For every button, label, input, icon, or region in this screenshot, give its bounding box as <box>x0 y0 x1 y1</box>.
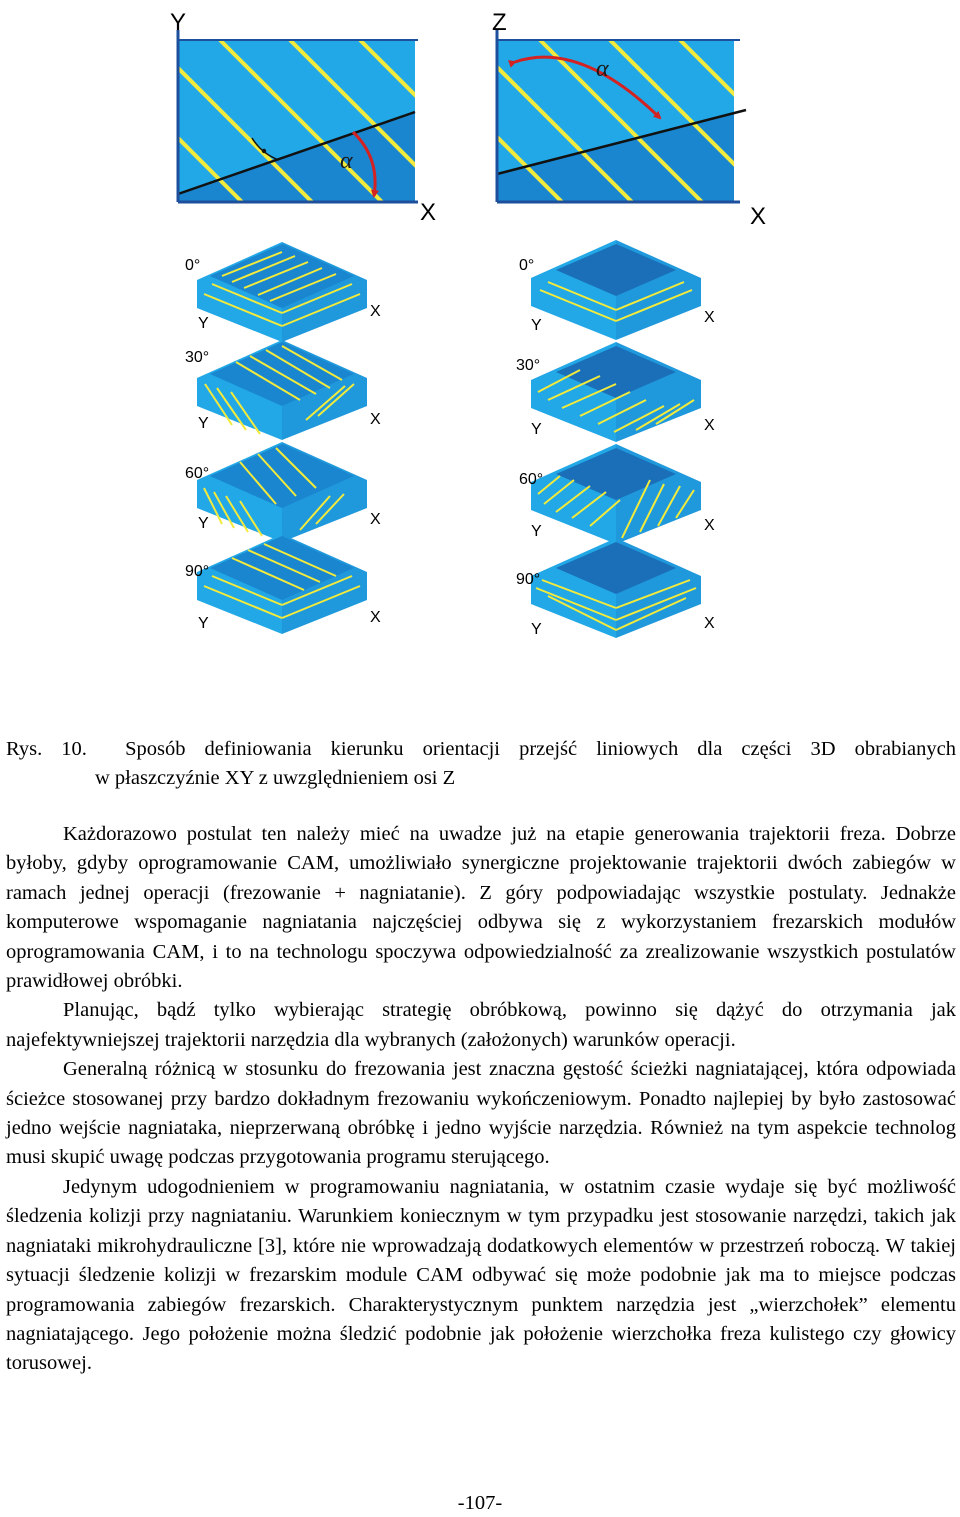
paragraph: Generalną różnicą w stosunku do frezowania jest znaczna gęstość ścieżki nagniatającej, która odpowiada ścieżce stosowanej przy bardzo dokładnym frezowaniu wykończeniowym. Ponadto najlepiej by było zastosować jedno wejście nagniataka, nieprzerwaną obróbkę i jedno wyjście narzędzia. Również na tym aspekcie technolog musi skupić uwagę podczas przygotowania programu sterującego. <box>6 1058 956 1169</box>
paragraph: Planując, bądź tylko wybierając strategię obróbkową, powinno się dążyć do otrzymania jak najefektywniejszej trajektorii narzędzia dla wybranych (założonych) warunków operacji. <box>6 999 956 1051</box>
frustum-right-60 <box>519 444 715 544</box>
angle-label: 60° <box>185 465 210 482</box>
x-label: X <box>704 417 715 434</box>
y-label: Y <box>198 315 209 332</box>
y-label: Y <box>198 415 209 432</box>
frustum-left-90 <box>185 534 381 634</box>
paragraph: Jedynym udogodnieniem w programowaniu nagniatania, w ostatnim czasie wydaje się być możliwość śledzenia kolizji przy nagniataniu. Warunkiem koniecznym w tym przypadku jest stosowanie narzędzi, takich jak nagniataki mikrohydrauliczne [3], które nie wprowadzają dodatkowych elementów w przestrzeń roboczą. W takiej sytuacji śledzenie kolizji w frezarskim module CAM odbywać się może podobnie jak ma to miejsce podczas programowania zabiegów frezarskich. Charakterystycznym punktem narzędzia jest „wierzchołek” elementu nagniatającego. Jego położenie można śledzić podobnie jak położenie wierzchołka freza kulistego czy głowicy torusowej. <box>6 1175 956 1375</box>
caption-number: Rys. 10. <box>6 738 87 760</box>
angle-label: 30° <box>516 357 541 374</box>
alpha-label-left: α <box>340 148 353 174</box>
caption-text-line2: w płaszczyźnie XY z uwzględnieniem osi Z <box>95 767 456 789</box>
x-label: X <box>370 609 381 626</box>
angle-label: 0° <box>519 257 535 274</box>
x-axis-label: X <box>420 199 437 226</box>
xy-orientation-panel <box>80 9 522 226</box>
caption-line-1 <box>6 735 956 764</box>
angle-label: 30° <box>185 349 210 366</box>
x-label: X <box>704 615 715 632</box>
y-label: Y <box>198 615 209 632</box>
x-label: X <box>370 511 381 528</box>
caption-text-line1: Sposób definiowania kierunku orientacji przejść liniowych dla części 3D obrabianych <box>125 738 957 760</box>
page-number: -107- <box>457 1492 503 1514</box>
y-label: Y <box>531 317 542 334</box>
frustum-right-30 <box>516 342 715 442</box>
left-column-frustums <box>185 242 381 634</box>
z-axis-label: Z <box>492 9 507 36</box>
frustum-right-0 <box>519 240 715 340</box>
y-axis-label: Y <box>170 9 187 36</box>
x-axis-label-right: X <box>750 203 767 230</box>
frustum-left-60 <box>185 442 381 542</box>
angle-label: 90° <box>185 563 210 580</box>
angle-label: 0° <box>185 257 201 274</box>
y-label: Y <box>531 523 542 540</box>
x-label: X <box>704 517 715 534</box>
frustum-right-90 <box>516 538 715 638</box>
alpha-label-right: α <box>596 56 609 82</box>
angle-label: 90° <box>516 571 541 588</box>
frustum-left-30 <box>185 340 381 440</box>
y-label: Y <box>531 621 542 638</box>
orientation-figure <box>0 0 960 650</box>
figure-caption <box>6 735 956 793</box>
right-column-frustums <box>516 240 715 638</box>
paragraph: Każdorazowo postulat ten należy mieć na uwadze już na etapie generowania trajektorii freza. Dobrze byłoby, gdyby oprogramowanie CAM, umożliwiało synergiczne projektowanie trajektorii dwóch zabiegów w ramach jednej operacji (frezowanie + nagniatanie). Z góry podpowiadając wszystkie postulaty. Jednakże komputerowe wspomaganie nagniatania najczęściej odbywa się z wykorzystaniem frezarskich modułów oprogramowania CAM, i to na technologu spoczywa odpowiedzialność za zrealizowanie wszystkich postulatów prawidłowej obróbki. <box>6 823 956 993</box>
x-label: X <box>370 411 381 428</box>
y-label: Y <box>531 421 542 438</box>
x-label: X <box>704 309 715 326</box>
y-label: Y <box>198 515 209 532</box>
xz-orientation-panel <box>400 9 842 230</box>
body-text <box>6 820 956 1379</box>
x-label: X <box>370 303 381 320</box>
frustum-left-0 <box>185 242 381 342</box>
angle-label: 60° <box>519 471 544 488</box>
